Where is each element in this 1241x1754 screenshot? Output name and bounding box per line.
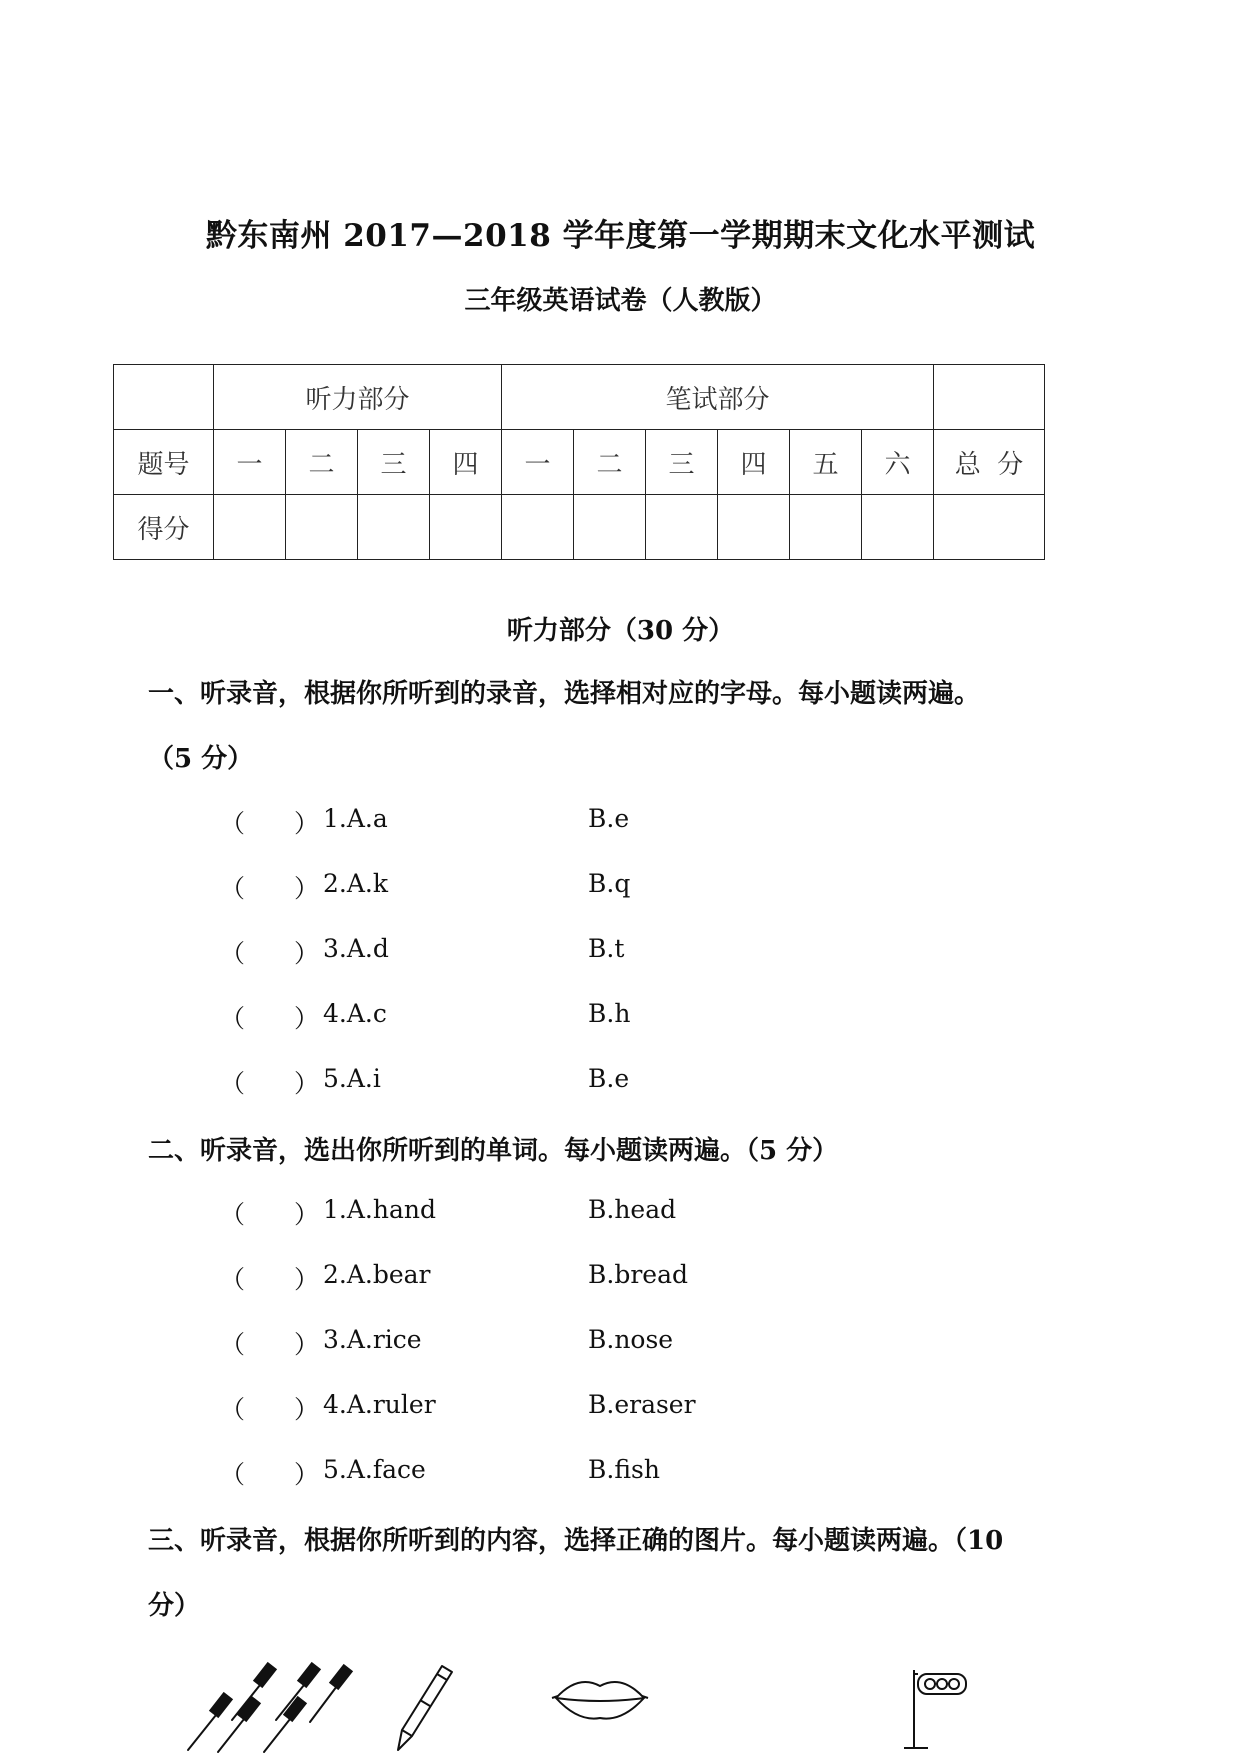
score-table-writing-group: 笔试部分 [502, 365, 934, 430]
option-a: 4.A.ruler [323, 1390, 436, 1419]
option-b: B.head [588, 1195, 677, 1224]
option-a: 5.A.face [323, 1455, 426, 1484]
answer-paren-left[interactable]: （ [220, 1265, 246, 1294]
score-table-col: 一 [502, 430, 574, 495]
score-table-col: 二 [574, 430, 646, 495]
score-table [113, 364, 1045, 560]
question-2-item [220, 1260, 1120, 1294]
option-a: 2.A.bear [323, 1260, 431, 1289]
score-table-col: 三 [358, 430, 430, 495]
question-3-title-cont: 分） [148, 1591, 201, 1621]
answer-paren-left[interactable]: （ [220, 1069, 246, 1098]
mouth-icon[interactable] [550, 1670, 650, 1730]
listening-section-heading: 听力部分（30 分） [506, 616, 735, 646]
pencil-icon[interactable] [390, 1660, 460, 1754]
score-table-col: 五 [790, 430, 862, 495]
answer-paren-left[interactable]: （ [220, 1330, 246, 1359]
score-table-corner [114, 365, 214, 430]
option-a: 1.A.hand [323, 1195, 436, 1224]
score-cell-total[interactable] [934, 495, 1045, 560]
option-a: 4.A.c [323, 999, 387, 1028]
score-cell[interactable] [358, 495, 430, 560]
score-table-col: 六 [862, 430, 934, 495]
score-table-col: 四 [718, 430, 790, 495]
score-table-col: 一 [214, 430, 286, 495]
answer-paren-left[interactable]: （ [220, 1395, 246, 1424]
option-a: 2.A.k [323, 869, 389, 898]
question-3-pictures [170, 1660, 1070, 1754]
score-table-total-label: 总 分 [934, 430, 1045, 495]
option-a: 5.A.i [323, 1064, 381, 1093]
score-table-col: 二 [286, 430, 358, 495]
answer-paren-left[interactable]: （ [220, 1200, 246, 1229]
exam-title: 黔东南州 2017—2018 学年度第一学期期末文化水平测试 [205, 218, 1036, 254]
score-cell[interactable] [790, 495, 862, 560]
option-a: 3.A.rice [323, 1325, 422, 1354]
question-2-item [220, 1390, 1120, 1424]
question-2-title: 二、听录音，选出你所听到的单词。每小题读两遍。（5 分） [148, 1136, 839, 1166]
option-b: B.nose [588, 1325, 674, 1354]
score-cell[interactable] [502, 495, 574, 560]
answer-paren-right: ） [294, 1265, 320, 1294]
option-b: B.h [588, 999, 631, 1028]
pens-icon[interactable] [180, 1660, 360, 1754]
score-cell[interactable] [862, 495, 934, 560]
question-1-item [220, 869, 1120, 903]
score-table-listening-group: 听力部分 [214, 365, 502, 430]
traffic-light-icon[interactable] [900, 1660, 980, 1754]
answer-paren-right: ） [294, 1460, 320, 1489]
option-a: 3.A.d [323, 934, 389, 963]
score-cell[interactable] [646, 495, 718, 560]
question-1-item [220, 1064, 1120, 1098]
answer-paren-right: ） [294, 1200, 320, 1229]
answer-paren-right: ） [294, 939, 320, 968]
answer-paren-right: ） [294, 1330, 320, 1359]
question-1-points: （5 分） [148, 744, 254, 774]
option-b: B.e [588, 1064, 630, 1093]
score-cell[interactable] [430, 495, 502, 560]
score-cell[interactable] [214, 495, 286, 560]
option-b: B.e [588, 804, 630, 833]
score-table-total-blank [934, 365, 1045, 430]
answer-paren-right: ） [294, 1069, 320, 1098]
score-table-row-label: 得分 [114, 495, 214, 560]
question-2-item [220, 1195, 1120, 1229]
score-cell[interactable] [574, 495, 646, 560]
question-2-item [220, 1455, 1120, 1489]
option-b: B.t [588, 934, 625, 963]
answer-paren-left[interactable]: （ [220, 809, 246, 838]
answer-paren-left[interactable]: （ [220, 874, 246, 903]
option-b: B.fish [588, 1455, 660, 1484]
exam-subtitle: 三年级英语试卷（人教版） [464, 286, 777, 316]
answer-paren-right: ） [294, 874, 320, 903]
question-1-item [220, 934, 1120, 968]
question-1-title: 一、听录音，根据你所听到的录音，选择相对应的字母。每小题读两遍。 [148, 679, 981, 709]
score-table-col: 四 [430, 430, 502, 495]
option-b: B.eraser [588, 1390, 696, 1419]
option-b: B.bread [588, 1260, 688, 1289]
answer-paren-right: ） [294, 1395, 320, 1424]
score-table-row-label: 题号 [114, 430, 214, 495]
score-table-col: 三 [646, 430, 718, 495]
score-cell[interactable] [718, 495, 790, 560]
option-b: B.q [588, 869, 631, 898]
score-cell[interactable] [286, 495, 358, 560]
question-1-item [220, 999, 1120, 1033]
answer-paren-right: ） [294, 809, 320, 838]
answer-paren-right: ） [294, 1004, 320, 1033]
question-3-title: 三、听录音，根据你所听到的内容，选择正确的图片。每小题读两遍。（10 [148, 1526, 1004, 1556]
answer-paren-left[interactable]: （ [220, 1460, 246, 1489]
answer-paren-left[interactable]: （ [220, 939, 246, 968]
answer-paren-left[interactable]: （ [220, 1004, 246, 1033]
question-1-item [220, 804, 1120, 838]
question-2-item [220, 1325, 1120, 1359]
option-a: 1.A.a [323, 804, 388, 833]
